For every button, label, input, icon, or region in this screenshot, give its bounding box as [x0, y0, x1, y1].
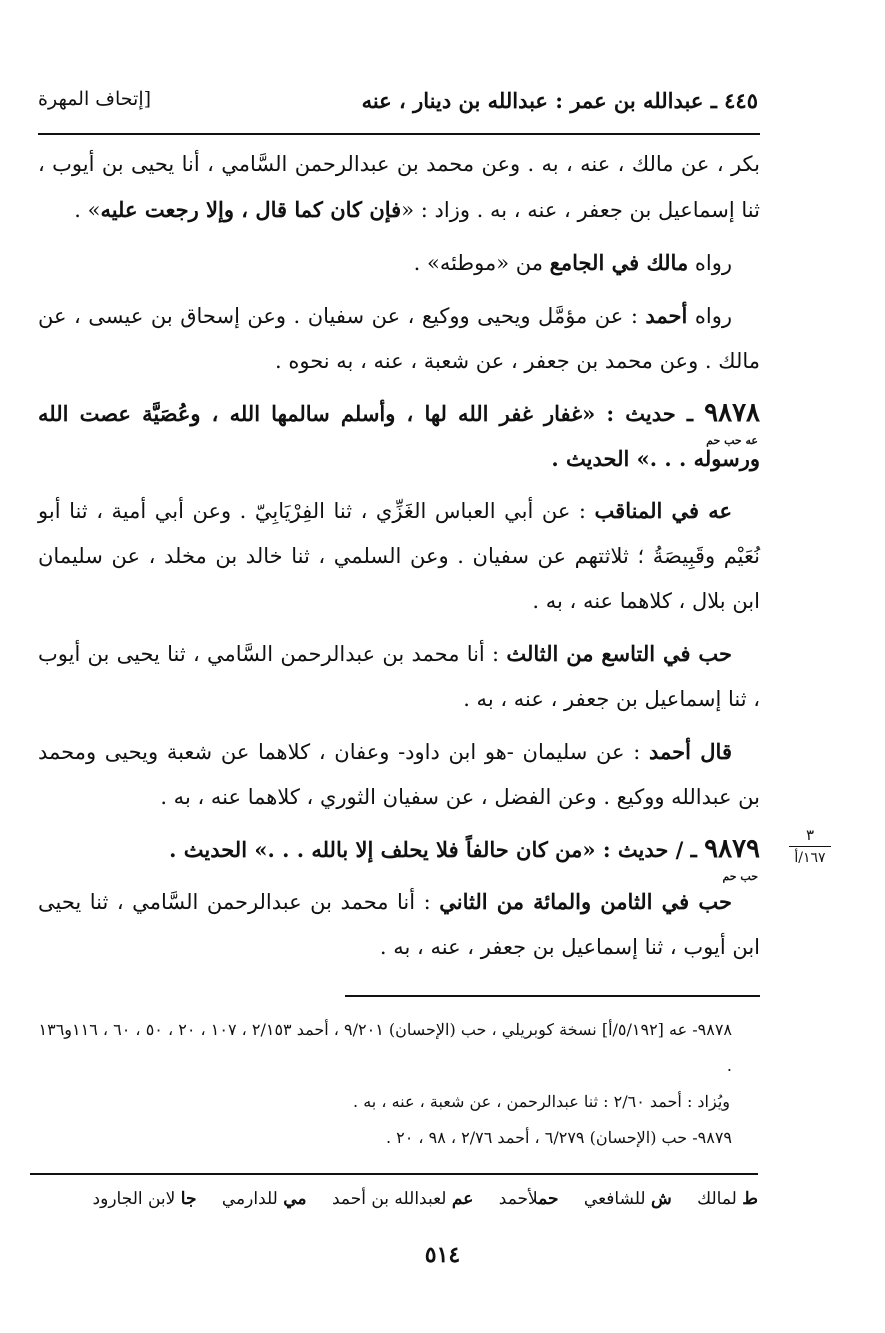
hadith-number-wrap — [704, 834, 760, 883]
text-run-bold: فإن كان كما قال ، وإلا رجعت عليه — [100, 197, 402, 222]
source-marks: عه حب حم — [706, 434, 758, 447]
abbr-item — [222, 1189, 307, 1209]
abbr-item — [499, 1189, 559, 1209]
abbr-label: لعبدالله بن أحمد — [331, 1189, 447, 1209]
text-run: رواه — [687, 304, 732, 328]
paragraph — [38, 488, 760, 624]
text-run-bold: عه في المناقب — [594, 498, 732, 523]
text-run-bold: مالك في الجامع — [549, 250, 689, 275]
text-run-bold: حب في الثامن والمائة من الثاني — [439, 889, 732, 914]
book-title: [إتحاف المهرة — [38, 88, 152, 110]
paragraph — [38, 879, 760, 970]
abbr-item — [584, 1189, 672, 1209]
abbr-label: لأحمد — [498, 1189, 539, 1209]
paragraph — [38, 631, 760, 722]
abbr-code: مي — [283, 1189, 307, 1209]
text-run: ـ حديث : « — [582, 401, 705, 426]
paragraph — [38, 729, 760, 820]
hadith-number: ٩٨٧٩ — [704, 834, 760, 864]
footnote: ويُزاد : أحمد ٢/٦٠ : ثنا عبدالرحمن ، عن شعبة ، عنه ، به . — [353, 1092, 730, 1111]
header-rule — [38, 133, 760, 135]
text-run: بكر ، عن مالك ، عنه ، به . وعن محمد بن عبدالرحمن السَّامي ، أنا يحيى بن أيوب ، ثنا إسماعيل بن جعفر ، عنه ، به . وزاد : « — [38, 152, 761, 222]
footnote-rule — [345, 995, 760, 997]
hadith-text: من كان حالفاً فلا يحلف إلا بالله . . . — [267, 837, 583, 862]
folio-volume: ٣ — [805, 826, 815, 844]
text-run: : أنا محمد بن عبدالرحمن السَّامي ، ثنا يحيى بن أيوب ، ثنا إسماعيل بن جعفر ، عنه ، به . — [38, 642, 760, 711]
page-number: ٥١٤ — [424, 1242, 461, 1268]
paragraph — [38, 240, 760, 286]
text-run: ـ / حديث : « — [582, 837, 705, 862]
hadith-text: غفار غفر الله لها ، وأسلم سالمها الله ، وعُصَيَّة عصت الله ورسوله . . . — [38, 401, 760, 471]
abbr-code: حم — [538, 1189, 559, 1209]
paragraph — [38, 293, 760, 384]
text-run: : أنا محمد بن عبدالرحمن السَّامي ، ثنا يحيى ابن أيوب ، ثنا إسماعيل بن جعفر ، عنه ، به . — [38, 890, 760, 959]
abbr-label: لمالك — [697, 1189, 737, 1209]
footer-rule — [30, 1173, 758, 1175]
text-run: : عن مؤمَّل ويحيى ووكيع ، عن سفيان . وعن إسحاق بن عيسى ، عن مالك . وعن محمد بن جعفر ، عن شعبة ، عنه ، به نحوه . — [38, 304, 760, 373]
text-run: : عن سليمان ‑هو ابن داود‑ وعفان ، كلاهما عن شعبة ويحيى ومحمد بن عبدالله ووكيع . وعن الفضل ، عن سفيان الثوري ، كلاهما عنه ، به . — [38, 740, 760, 809]
text-run: » الحديث . — [551, 446, 650, 471]
footnotes — [38, 1012, 760, 1156]
footnote: ٩٨٧٨‑ عه [٥/١٩٢/أ] نسخة كوبريلي ، حب (الإحسان) ٩/٢٠١ ، أحمد ٢/١٥٣ ، ١٠٧ ، ٢٠ ، ٥٠ ، ٦٠ ، ١١٦و١٣٦ . — [38, 1020, 732, 1075]
hadith-heading — [38, 391, 760, 481]
abbr-label: للشافعي — [583, 1189, 646, 1209]
hadith-number: ٩٨٧٨ — [704, 398, 760, 428]
abbr-code: ط — [742, 1189, 758, 1209]
hadith-heading — [38, 827, 760, 883]
text-run-bold: أحمد — [645, 303, 688, 328]
main-text — [38, 142, 760, 977]
text-run: : عن أبي العباس الغَزِّي ، ثنا الفِرْيَابِيّ . وعن أبي أمية ، ثنا أبو نُعَيْم وقَبِيصَةُ ؛ ثلاثتهم عن سفيان . وعن السلمي ، ثنا خالد بن مخلد ، عن سليمان ابن بلال ، كلاهما عنه ، به . — [38, 499, 760, 613]
footnote: ٩٨٧٩‑ حب (الإحسان) ٦/٢٧٩ ، أحمد ٢/٧٦ ، ٩٨ ، ٢٠ . — [385, 1128, 732, 1147]
running-title: ٤٤٥ ـ عبدالله بن عمر : عبدالله بن دينار ، عنه — [361, 88, 758, 113]
text-run-bold: قال أحمد — [649, 739, 732, 764]
text-run: من «موطئه» . — [413, 251, 550, 275]
text-run-bold: حب في التاسع من الثالث — [506, 641, 732, 666]
folio-page: ١٦٧/أ — [794, 850, 826, 866]
abbr-item — [93, 1189, 197, 1209]
abbr-code: ش — [650, 1189, 672, 1209]
folio-divider — [789, 846, 831, 847]
source-marks: حب حم — [722, 870, 758, 883]
abbr-label: لابن الجارود — [92, 1189, 176, 1209]
text-run: » . — [74, 198, 101, 222]
abbr-item — [697, 1189, 758, 1209]
abbreviation-key — [30, 1189, 758, 1209]
abbr-item — [332, 1189, 473, 1209]
text-run: » الحديث . — [169, 837, 268, 862]
abbr-code: عم — [451, 1189, 474, 1209]
running-header — [30, 82, 758, 122]
text-run: رواه — [688, 251, 732, 275]
hadith-number-wrap — [704, 398, 760, 447]
paragraph — [38, 142, 760, 233]
abbr-code: جا — [180, 1189, 197, 1209]
manuscript-folio-marker — [785, 826, 835, 867]
abbr-label: للدارمي — [221, 1189, 278, 1209]
